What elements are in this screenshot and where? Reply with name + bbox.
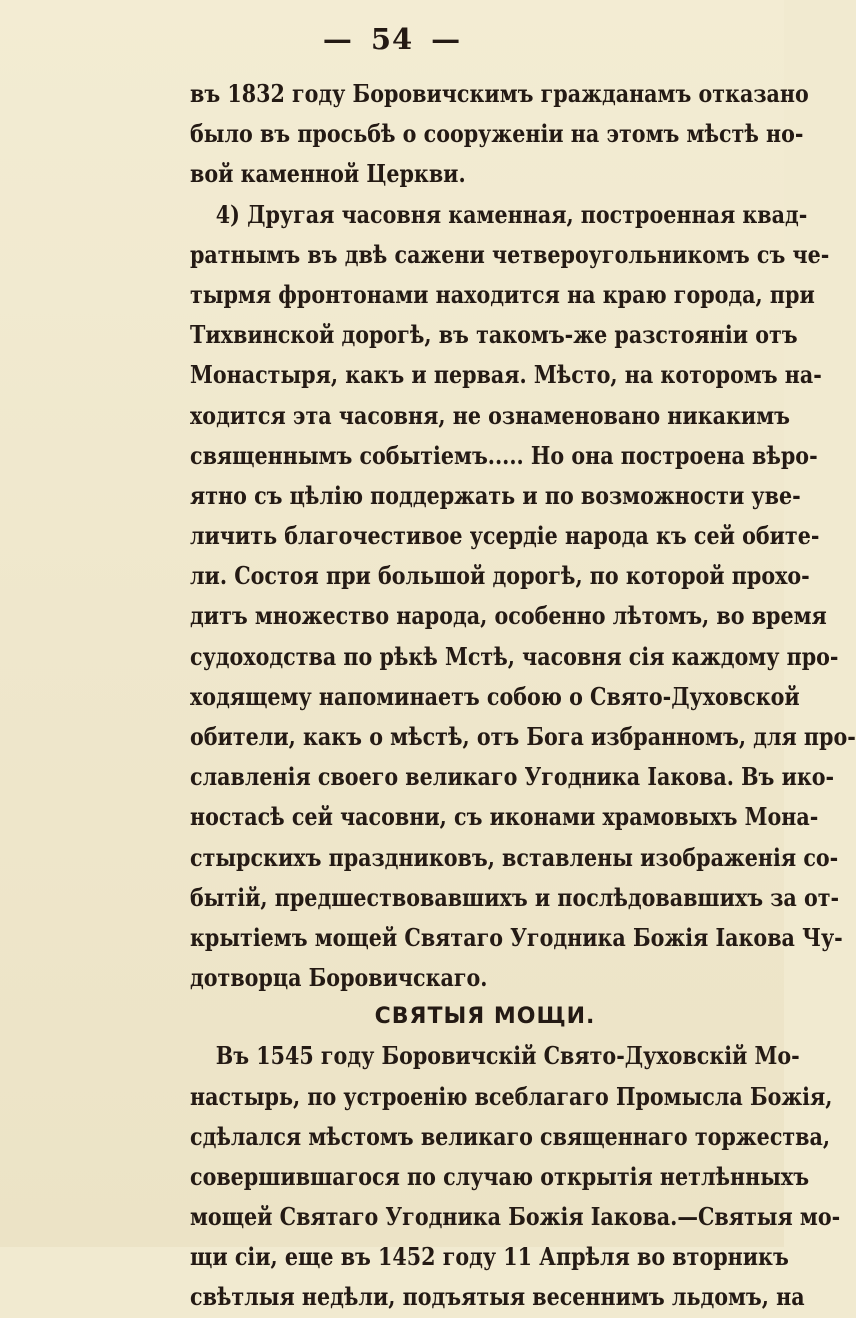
page-number — [0, 22, 784, 56]
section-heading: СВЯТЫЯ МОЩИ. — [374, 1004, 596, 1030]
text-line: вой каменной Церкви. — [190, 159, 466, 189]
text-line: дитъ множество народа, особенно лѣтомъ, во время — [190, 601, 827, 631]
dash-right: — — [431, 22, 462, 56]
text-line: въ 1832 году Боровичскимъ гражданамъ отказано — [190, 79, 809, 108]
text-line: славленія своего великаго Угодника Іакова. Въ ико- — [190, 762, 835, 792]
text-line: дотворца Боровичскаго. — [190, 963, 488, 993]
text-line: ратнымъ въ двѣ сажени четвероугольникомъ съ че- — [190, 239, 830, 269]
text-line: совершившагося по случаю открытія нетлѣнныхъ — [190, 1161, 810, 1191]
text-line: было въ просьбѣ о сооруженіи на этомъ мѣстѣ но- — [190, 119, 804, 149]
text-line: личить благочестивое усердіе народа къ сей обите- — [190, 521, 820, 551]
text-line: тырмя фронтонами находится на краю города, при — [190, 279, 815, 309]
text-line: Въ 1545 году Боровичскій Свято-Духовскій Мо- — [215, 1041, 800, 1071]
text-line: Тихвинской дорогѣ, въ такомъ-же разстояніи отъ — [190, 320, 798, 350]
text-line: ходится эта часовня, не ознаменовано никакимъ — [190, 400, 790, 430]
text-line: Монастыря, какъ и первая. Мѣсто, на которомъ на- — [190, 360, 822, 390]
dash-left: — — [322, 22, 353, 56]
page-number-value: 54 — [370, 22, 414, 56]
text-line: священнымъ событіемъ..... Но она построена вѣро- — [190, 440, 818, 470]
text-line: сдѣлался мѣстомъ великаго священнаго торжества, — [190, 1121, 831, 1151]
text-line: 4) Другая часовня каменная, построенная квад- — [215, 199, 808, 229]
text-line: щи сіи, еще въ 1452 году 11 Апрѣля во вторникъ — [190, 1242, 789, 1272]
text-line: ходящему напоминаетъ собою о Свято-Духовской — [190, 681, 800, 711]
text-line: крытіемъ мощей Святаго Угодника Божія Іакова Чу- — [190, 922, 843, 952]
text-line: обители, какъ о мѣстѣ, отъ Бога избранномъ, для про- — [190, 722, 856, 751]
text-line: бытій, предшествовавшихъ и послѣдовавшихъ за от- — [190, 882, 840, 912]
text-line: мощей Святаго Угодника Божія Іакова.—Святыя мо- — [190, 1202, 841, 1232]
text-line: настырь, по устроенію всеблагаго Промысла Божія, — [190, 1081, 833, 1111]
text-line: ли. Состоя при большой дорогѣ, по которой прохо- — [190, 561, 810, 591]
text-line: свѣтлыя недѣли, подъятыя весеннимъ льдомъ, на — [190, 1282, 805, 1312]
text-line: ностасѣ сей часовни, съ иконами храмовыхъ Мона- — [190, 802, 819, 832]
text-line: судоходства по рѣкѣ Мстѣ, часовня сія каждому про- — [190, 641, 839, 671]
body-text — [190, 74, 856, 1318]
text-line: стырскихъ праздниковъ, вставлены изображенія со- — [190, 842, 839, 872]
text-line: ятно съ цѣлію поддержать и по возможности уве- — [190, 480, 801, 510]
